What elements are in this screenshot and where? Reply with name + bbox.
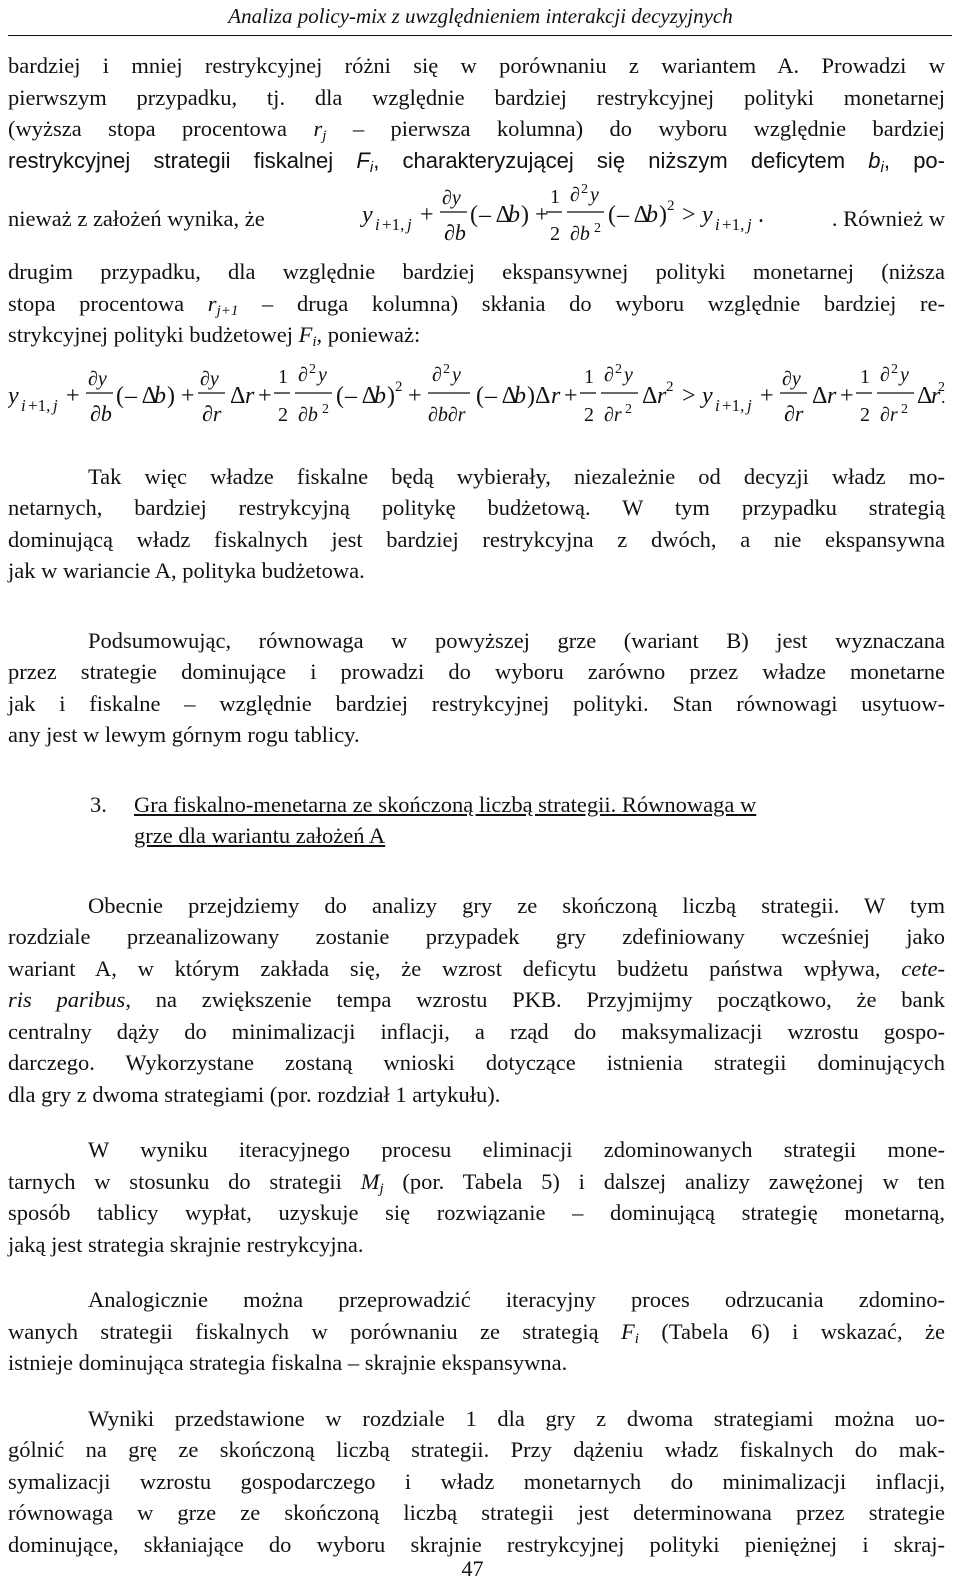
svg-text:2: 2	[581, 182, 588, 197]
svg-text:∂y: ∂y	[200, 367, 219, 390]
svg-text:>: >	[682, 202, 696, 228]
svg-text:+: +	[840, 382, 854, 409]
svg-text:2: 2	[901, 401, 908, 417]
svg-text:– Δ: – Δ	[485, 382, 518, 409]
svg-text:∂y: ∂y	[442, 187, 461, 209]
svg-text:y: y	[8, 382, 19, 409]
svg-text:1: 1	[550, 186, 560, 208]
svg-text:y: y	[362, 202, 373, 228]
text-line: netarnych, bardziej restrykcyjną politykę budżetową. W tym przypadku strategią	[8, 495, 945, 520]
svg-text:+: +	[66, 382, 80, 409]
svg-text:Δ: Δ	[812, 382, 828, 409]
svg-text:y: y	[318, 363, 327, 386]
svg-text:+: +	[258, 382, 272, 409]
section-number: 3.	[90, 791, 107, 817]
svg-text:.	[941, 387, 945, 407]
text-line: bardziej i mniej restrykcyjnej różni się w porównaniu z wariantem A. Prowadzi w	[8, 53, 945, 78]
text-line: Wyniki przedstawione w rozdziale 1 dla gry z dwoma strategiami można uo-	[88, 1405, 945, 1431]
svg-text:b: b	[508, 202, 520, 228]
svg-text:2: 2	[938, 379, 945, 395]
text-fragment: nieważ z założeń wynika, że	[8, 206, 265, 231]
text-line: wanych strategii fiskalnych w porównaniu ze strategią $F_i$ (Tabela 6) i wskazać, że	[8, 1318, 945, 1347]
svg-text:2: 2	[584, 403, 594, 426]
text-line: restrykcyjnej strategii fiskalnej $F_i$, charakteryzującej się niższym deficytem $b_i$, po-	[8, 147, 945, 176]
svg-text:2: 2	[860, 403, 870, 426]
svg-text:2: 2	[550, 223, 560, 245]
svg-text:y: y	[900, 363, 909, 386]
svg-text:2: 2	[443, 361, 450, 377]
paragraph-3	[8, 461, 945, 587]
text-line: any jest w lewym górnym rogu tablicy.	[8, 722, 360, 747]
paragraph-5	[8, 890, 945, 1111]
svg-text:i: i	[715, 215, 720, 234]
svg-text:2: 2	[594, 221, 601, 236]
svg-text:∂: ∂	[880, 363, 890, 386]
svg-text:∂r: ∂r	[784, 400, 804, 426]
svg-text:y: y	[702, 202, 713, 228]
svg-text:+: +	[760, 382, 774, 409]
svg-text:1: 1	[278, 365, 288, 388]
svg-text:∂r: ∂r	[202, 400, 222, 426]
svg-text:) +: ) +	[521, 202, 549, 228]
svg-text:2: 2	[891, 361, 898, 377]
text-line: gólnić na grę ze skończoną liczbą strategii. Przy dążeniu władz fiskalnych do mak-	[8, 1437, 945, 1462]
svg-text:j: j	[53, 395, 58, 415]
svg-text:+: +	[408, 382, 422, 409]
paragraph-7	[8, 1284, 945, 1379]
svg-text:r: r	[245, 382, 255, 409]
svg-text:∂y: ∂y	[88, 367, 107, 390]
text-line: sposób tablicy wypłat, uzyskuje się rozwiązanie – dominującą strategię monetarną,	[8, 1200, 945, 1225]
svg-text:∂: ∂	[298, 363, 308, 386]
svg-text:j: j	[747, 395, 752, 415]
svg-text:∂b: ∂b	[90, 400, 112, 426]
text-line: dla gry z dwoma strategiami (por. rozdział 1 artykułu).	[8, 1081, 501, 1107]
svg-text:Δ: Δ	[642, 382, 658, 409]
svg-text:∂b∂r: ∂b∂r	[428, 403, 466, 426]
text-fragment: . Również w	[831, 206, 945, 231]
svg-text:+: +	[420, 202, 434, 228]
svg-text:y: y	[590, 184, 599, 206]
text-line: Obecnie przejdziemy do analizy gry ze skończoną liczbą strategii. W tym	[88, 892, 945, 918]
text-line: Podsumowując, równowaga w powyższej grze (wariant B) jest wyznaczana	[88, 627, 945, 653]
svg-text:+1,: +1,	[722, 215, 745, 234]
text-line: wariant A, w którym zakłada się, że wzrost deficytu budżetu państwa wpływa, cete-	[8, 955, 945, 981]
svg-text:(: (	[116, 382, 124, 409]
svg-text:∂: ∂	[570, 184, 580, 206]
svg-text:r: r	[551, 382, 561, 409]
formula-1	[358, 176, 808, 256]
text-line: W wyniku iteracyjnego procesu eliminacji zdominowanych strategii mone-	[88, 1137, 945, 1162]
text-line: jaką jest strategia skrajnie restrykcyjna.	[8, 1231, 364, 1257]
svg-text:j: j	[747, 215, 752, 234]
formula-2	[8, 351, 945, 461]
section-heading	[90, 789, 945, 852]
svg-text:Δ: Δ	[230, 382, 246, 409]
text-line: darczego. Wykorzystane zostaną wnioski dotyczące istnienia strategii dominujących	[8, 1050, 945, 1075]
svg-text:i: i	[21, 395, 26, 415]
svg-text:.: .	[758, 202, 764, 228]
body-text	[8, 50, 945, 1560]
svg-text:(: (	[336, 382, 344, 409]
svg-text:∂y: ∂y	[782, 367, 801, 390]
paragraph-1	[8, 50, 945, 176]
svg-text:y: y	[624, 363, 633, 386]
section-title-line: Gra fiskalno-menetarna ze skończoną liczbą strategii. Równowaga w	[134, 791, 757, 817]
svg-text:+: +	[564, 382, 578, 409]
text-line: symalizacji wzrostu gospodarczego i władz monetarnych do minimalizacji inflacji,	[8, 1468, 945, 1494]
paragraph-8	[8, 1403, 945, 1561]
svg-text:(: (	[476, 382, 484, 409]
svg-text:∂b: ∂b	[444, 220, 466, 245]
svg-text:– Δ: – Δ	[479, 202, 512, 228]
svg-text:2: 2	[615, 361, 622, 377]
svg-text:∂b: ∂b	[570, 223, 590, 245]
text-line: jak w wariancie A, polityka budżetowa.	[8, 558, 365, 583]
text-line: strykcyjnej polityki budżetowej $F_i$, ponieważ:	[8, 322, 421, 350]
svg-text:b: b	[374, 382, 386, 409]
svg-text:– Δ: – Δ	[345, 382, 378, 409]
svg-text:2: 2	[666, 378, 674, 395]
text-line: przez strategie dominujące i prowadzi do wyboru zarówno przez władze monetarne	[8, 659, 945, 684]
running-header: Analiza policy-mix z uwzględnieniem interakcji decyzyjnych	[228, 4, 733, 28]
svg-text:+1,: +1,	[722, 395, 745, 415]
svg-text:+1,: +1,	[382, 215, 405, 234]
text-line: jak i fiskalne – względnie bardziej restrykcyjnej polityki. Stan równowagi usytuow-	[8, 690, 945, 716]
svg-text:)Δ: )Δ	[527, 382, 551, 409]
svg-text:b: b	[514, 382, 526, 409]
svg-text:2: 2	[278, 403, 288, 426]
svg-text:): )	[659, 202, 667, 228]
svg-text:r: r	[931, 382, 941, 409]
section-title-line: grze dla wariantu założeń A	[134, 823, 386, 848]
svg-text:2: 2	[395, 378, 403, 395]
text-line: pierwszym przypadku, tj. dla względnie bardziej restrykcyjnej polityki monetarnej	[8, 84, 945, 110]
svg-text:2: 2	[625, 401, 632, 417]
svg-text:+1,: +1,	[28, 395, 51, 415]
svg-text:1: 1	[584, 365, 594, 388]
header-rule	[8, 35, 952, 36]
svg-text:Δ: Δ	[917, 382, 933, 409]
text-line: równowaga w grze ze skończoną liczbą strategii jest determinowana przez strategie	[8, 1500, 945, 1525]
inline-formula-row	[8, 176, 945, 256]
svg-text:2: 2	[322, 401, 329, 417]
svg-text:y: y	[702, 382, 713, 409]
text-line: ris paribus, na zwiększenie tempa wzrostu PKB. Przyjmijmy początkowo, że bank	[8, 987, 946, 1012]
svg-text:b: b	[646, 202, 658, 228]
svg-text:– Δ: – Δ	[617, 202, 650, 228]
text-line: Tak więc władze fiskalne będą wybierały, niezależnie od decyzji władz mo-	[88, 463, 945, 489]
text-line: (wyższa stopa procentowa $r_j$ – pierwsza kolumna) do wyboru względnie bardziej	[8, 116, 946, 144]
svg-text:): )	[387, 382, 395, 409]
text-line: drugim przypadku, dla względnie bardziej ekspansywnej polityki monetarnej (niższa	[8, 259, 945, 284]
text-line: rozdziale przeanalizowany zostanie przypadek gry zdefiniowany wcześniej jako	[8, 924, 945, 949]
svg-text:(: (	[608, 202, 616, 228]
paragraph-2	[8, 256, 945, 351]
svg-text:i: i	[715, 395, 720, 415]
text-line: istnieje dominująca strategia fiskalna – skrajnie ekspansywna.	[8, 1350, 568, 1375]
paragraph-6	[8, 1134, 945, 1260]
svg-text:j: j	[407, 215, 412, 234]
svg-text:1: 1	[860, 365, 870, 388]
svg-text:b: b	[154, 382, 166, 409]
svg-text:∂: ∂	[432, 363, 442, 386]
display-formula	[8, 351, 945, 461]
page-number: 47	[461, 1556, 484, 1581]
svg-text:(: (	[470, 202, 478, 228]
text-line: Analogicznie można przeprowadzić iteracyjny proces odrzucania zdomino-	[88, 1287, 945, 1312]
paragraph-4	[8, 625, 945, 751]
svg-text:i: i	[375, 215, 380, 234]
svg-text:∂r: ∂r	[880, 403, 898, 426]
svg-text:y: y	[452, 363, 461, 386]
svg-text:r: r	[827, 382, 837, 409]
svg-text:∂: ∂	[604, 363, 614, 386]
text-line: centralny dąży do minimalizacji inflacji, a rząd do maksymalizacji wzrostu gospo-	[8, 1018, 945, 1044]
text-line: dominujące, skłaniające do wyboru skrajnie restrykcyjnej polityki pieniężnej i skraj-	[8, 1531, 945, 1557]
svg-text:∂r: ∂r	[604, 403, 622, 426]
svg-text:∂b: ∂b	[298, 403, 318, 426]
svg-text:2: 2	[667, 198, 675, 214]
svg-text:r: r	[657, 382, 667, 409]
svg-text:>: >	[682, 382, 696, 409]
svg-text:– Δ: – Δ	[125, 382, 158, 409]
svg-text:) +: ) +	[167, 382, 195, 409]
text-line: dominującą władz fiskalnych jest bardziej restrykcyjna z dwóch, a nie ekspansywna	[8, 526, 945, 552]
text-line: stopa procentowa $r_{j+1}$ – druga kolumna) skłania do wyboru względnie bardziej re-	[8, 290, 946, 319]
text-line: tarnych w stosunku do strategii $M_j$ (por. Tabela 5) i dalszej analizy zawężonej w ten	[8, 1168, 945, 1197]
svg-text:2: 2	[309, 361, 316, 377]
